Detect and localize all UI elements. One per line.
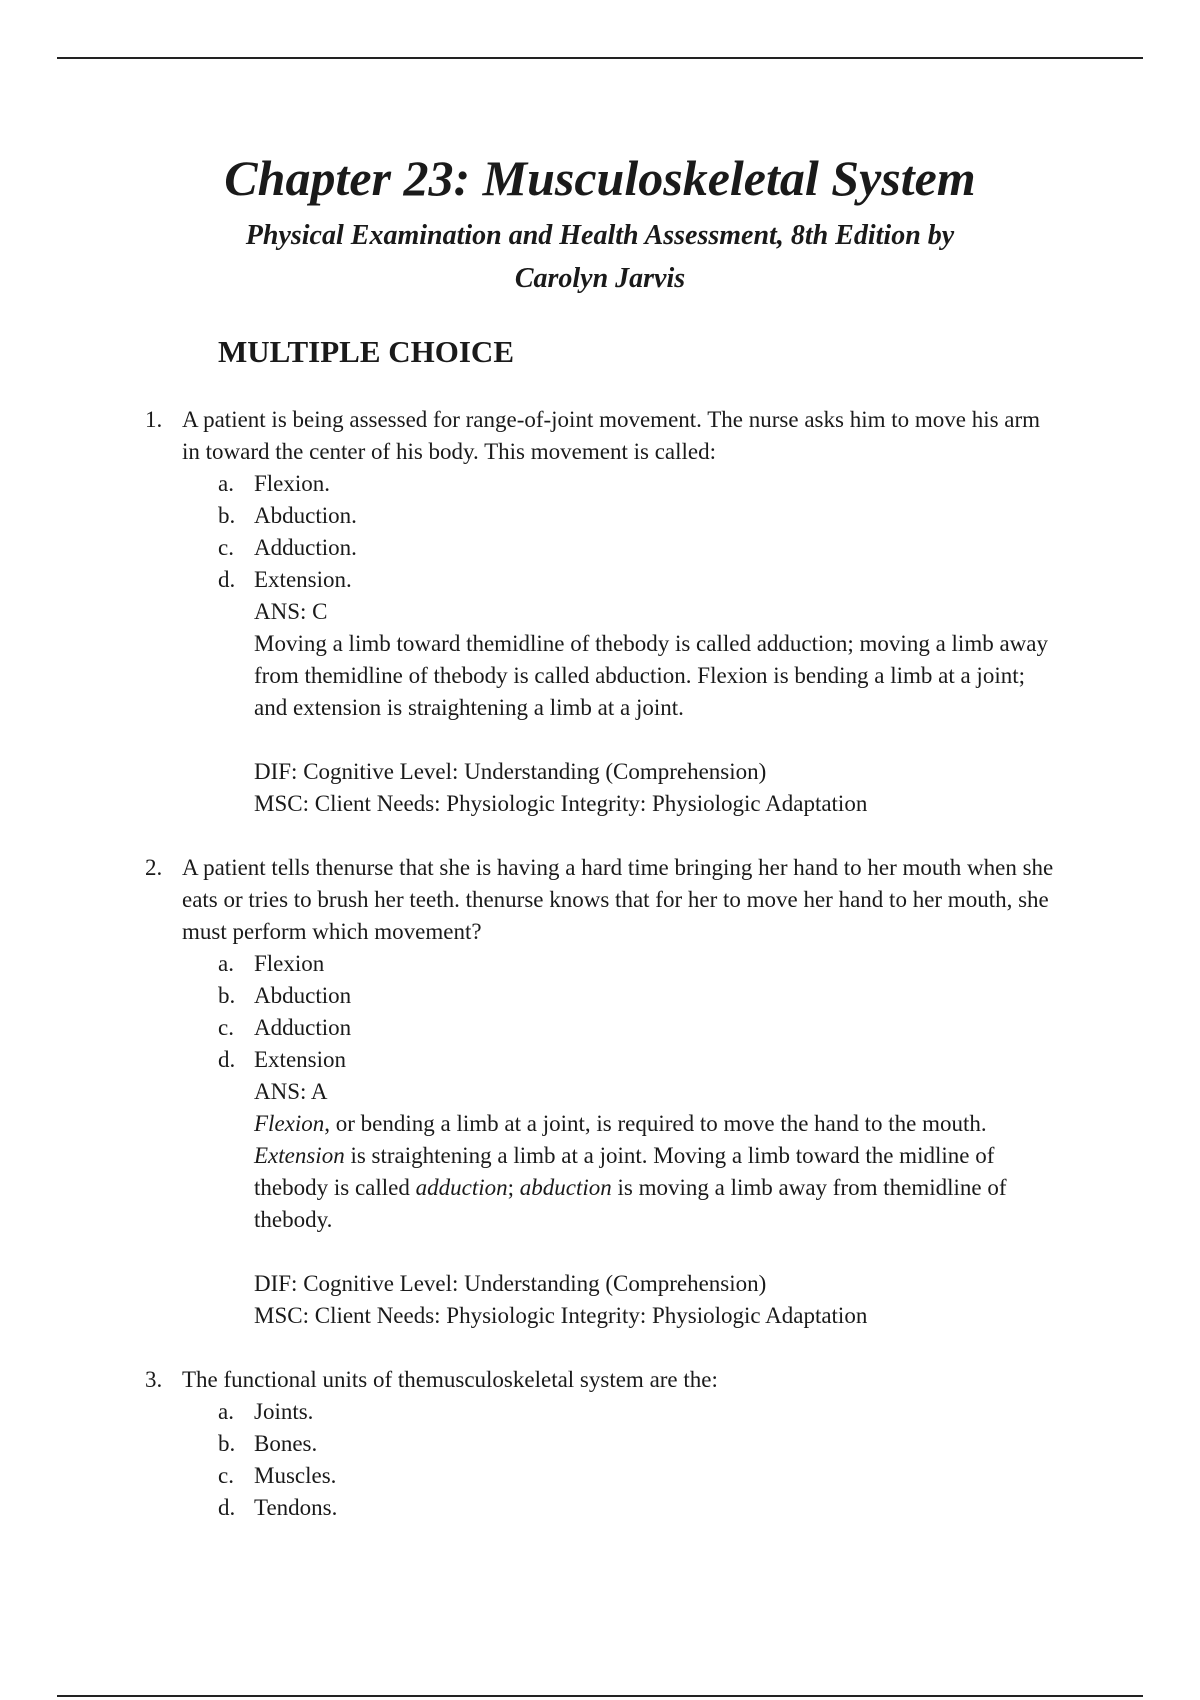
- option-text: Abduction.: [254, 503, 357, 528]
- option-letter: c.: [218, 1463, 234, 1488]
- option-text: Tendons.: [254, 1495, 338, 1520]
- chapter-title: Chapter 23: Musculoskeletal System: [224, 150, 976, 206]
- option-text: Flexion: [254, 951, 325, 976]
- option-letter: c.: [218, 535, 234, 560]
- client-needs: MSC: Client Needs: Physiologic Integrity: Physiologic Adaptation: [254, 791, 868, 816]
- top-rule: [57, 57, 1143, 59]
- option-text: Bones.: [254, 1431, 318, 1456]
- option-letter: b.: [218, 1431, 236, 1456]
- rationale-part: ;: [507, 1175, 520, 1200]
- rationale-part: , or bending a limb at a joint, is required to move the hand to the mouth.: [324, 1111, 987, 1136]
- option-text: Abduction: [254, 983, 352, 1008]
- question-number: 3.: [145, 1367, 163, 1392]
- option-c: [218, 532, 1062, 564]
- option-letter: a.: [218, 1399, 234, 1424]
- question-3: [0, 1364, 1062, 1524]
- option-text: Extension.: [254, 567, 352, 592]
- option-c: [218, 1012, 1062, 1044]
- book-subtitle: [150, 214, 1050, 300]
- answer-block: [254, 596, 1062, 820]
- option-d: [218, 1044, 1062, 1076]
- difficulty: DIF: Cognitive Level: Understanding (Comprehension): [254, 1271, 767, 1296]
- option-letter: d.: [218, 1047, 236, 1072]
- difficulty: DIF: Cognitive Level: Understanding (Comprehension): [254, 759, 767, 784]
- question-number: 2.: [145, 855, 163, 880]
- term-flexion: Flexion: [254, 1111, 325, 1136]
- answer-block: [254, 1076, 1062, 1332]
- rationale-part: is moving a limb away from themidline of thebody.: [254, 1175, 1007, 1232]
- option-a: [218, 468, 1062, 500]
- option-list: [218, 948, 1062, 1076]
- question-stem: A patient tells thenurse that she is having a hard time bringing her hand to her mouth when she eats or tries to brush her teeth. thenurse knows that for her to move her hand to her mouth, she must perform which movement?: [182, 855, 1054, 944]
- option-a: [218, 1396, 1062, 1428]
- term-abduction: abduction: [519, 1175, 612, 1200]
- option-letter: b.: [218, 503, 236, 528]
- option-letter: d.: [218, 567, 236, 592]
- option-text: Adduction: [254, 1015, 352, 1040]
- option-letter: a.: [218, 471, 234, 496]
- option-letter: a.: [218, 951, 234, 976]
- option-d: [218, 1492, 1062, 1524]
- option-c: [218, 1460, 1062, 1492]
- option-list: [218, 1396, 1062, 1524]
- bottom-rule: [57, 1695, 1143, 1697]
- question-2: [0, 852, 1062, 1332]
- rationale: Moving a limb toward themidline of thebody is called adduction; moving a limb away from themidline of thebody is called abduction. Flexion is bending a limb at a joint; and extension is straightening a limb at a joint.: [254, 631, 1048, 720]
- option-text: Muscles.: [254, 1463, 337, 1488]
- option-b: [218, 1428, 1062, 1460]
- answer-key: ANS: A: [254, 1079, 328, 1104]
- question-stem: A patient is being assessed for range-of-joint movement. The nurse asks him to move his arm in toward the center of his body. This movement is called:: [182, 407, 1041, 464]
- option-b: [218, 980, 1062, 1012]
- subtitle-line-2: Carolyn Jarvis: [514, 263, 686, 294]
- term-adduction: adduction: [415, 1175, 508, 1200]
- option-text: Adduction.: [254, 535, 357, 560]
- option-text: Extension: [254, 1047, 346, 1072]
- option-text: Joints.: [254, 1399, 314, 1424]
- term-extension: Extension: [254, 1143, 345, 1168]
- question-number: 1.: [145, 407, 163, 432]
- client-needs: MSC: Client Needs: Physiologic Integrity: Physiologic Adaptation: [254, 1303, 868, 1328]
- option-list: [218, 468, 1062, 596]
- question-list: [0, 404, 1200, 1556]
- option-d: [218, 564, 1062, 596]
- section-heading: MULTIPLE CHOICE: [218, 334, 514, 369]
- option-b: [218, 500, 1062, 532]
- option-letter: d.: [218, 1495, 236, 1520]
- option-a: [218, 948, 1062, 980]
- question-stem: The functional units of themusculoskeletal system are the:: [182, 1367, 718, 1392]
- option-letter: b.: [218, 983, 236, 1008]
- subtitle-line-1: Physical Examination and Health Assessment, 8th Edition by: [245, 220, 955, 251]
- answer-key: ANS: C: [254, 599, 328, 624]
- option-text: Flexion.: [254, 471, 331, 496]
- question-1: [0, 404, 1062, 820]
- rationale: [254, 1108, 1062, 1236]
- option-letter: c.: [218, 1015, 234, 1040]
- rationale-part: is straightening a limb at a joint. Moving a limb toward the midline of thebody is called: [254, 1143, 995, 1200]
